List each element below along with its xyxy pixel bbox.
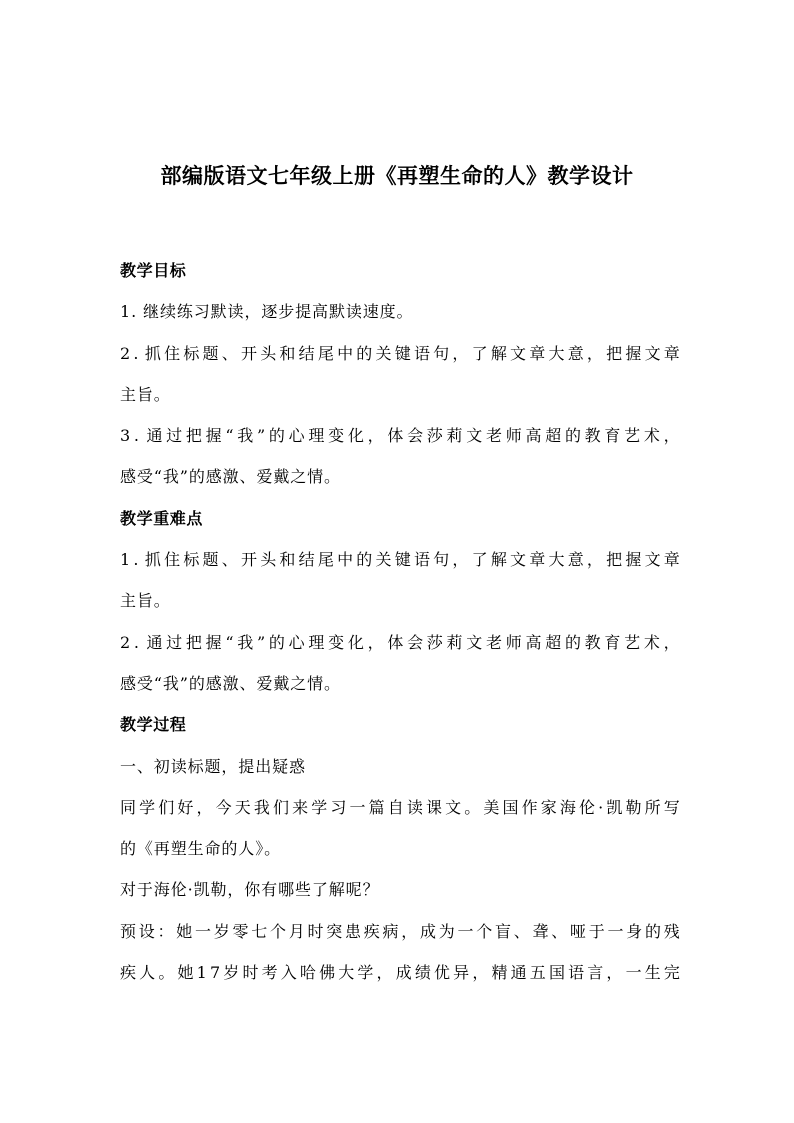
objective-item-2-line-2: 主旨。 — [120, 384, 171, 404]
process-paragraph-2: 对于海伦·凯勒，你有哪些了解呢？ — [120, 880, 380, 900]
process-paragraph-1-line-1: 同 学 们 好 ， 今 天 我 们 来 学 习 一 篇 自 读 课 文 。 美 国 作 家 海 伦 · 凯 勒 所 写 — [120, 797, 680, 817]
section-heading-objectives: 教学目标 — [120, 261, 187, 280]
key-point-item-2-line-1: 2 . 通 过 把 握 “ 我 ” 的 心 理 变 化 ， 体 会 莎 莉 文 老 师 高 超 的 教 育 艺 术 ， — [120, 632, 680, 652]
document-title: 部编版语文七年级上册《再塑生命的人》教学设计 — [160, 164, 634, 188]
document-body — [120, 258, 680, 1001]
process-step-1: 一、初读标题，提出疑惑 — [120, 756, 306, 776]
key-point-item-1-line-2: 主旨。 — [120, 591, 171, 611]
section-heading-process: 教学过程 — [120, 715, 187, 735]
objective-item-3-line-2: 感受“我”的感激、爱戴之情。 — [120, 467, 341, 487]
key-point-item-1-line-1: 1 . 抓 住 标 题 、 开 头 和 结 尾 中 的 关 键 语 句 ， 了 解 文 章 大 意 ， 把 握 文 章 — [120, 550, 680, 570]
process-paragraph-1-line-2: 的《再塑生命的人》。 — [120, 839, 282, 859]
process-paragraph-3-line-1: 预 设 ： 她 一 岁 零 七 个 月 时 突 患 疾 病 ， 成 为 一 个 盲 、 聋 、 哑 于 一 身 的 残 — [120, 921, 680, 941]
objective-item-2-line-1: 2 . 抓 住 标 题 、 开 头 和 结 尾 中 的 关 键 语 句 ， 了 解 文 章 大 意 ， 把 握 文 章 — [120, 343, 680, 363]
objective-item-1: 1. 继续练习默读，逐步提高默读速度。 — [120, 302, 414, 322]
objective-item-3-line-1: 3 . 通 过 把 握 “ 我 ” 的 心 理 变 化 ， 体 会 莎 莉 文 老 师 高 超 的 教 育 艺 术 ， — [120, 426, 680, 446]
key-point-item-2-line-2: 感受“我”的感激、爱戴之情。 — [120, 673, 341, 693]
process-paragraph-3-line-2: 疾 人 。 她 1 7 岁 时 考 入 哈 佛 大 学 ， 成 绩 优 异 ， 精 通 五 国 语 言 ， 一 生 完 — [120, 963, 680, 983]
section-heading-key-points: 教学重难点 — [120, 508, 204, 528]
